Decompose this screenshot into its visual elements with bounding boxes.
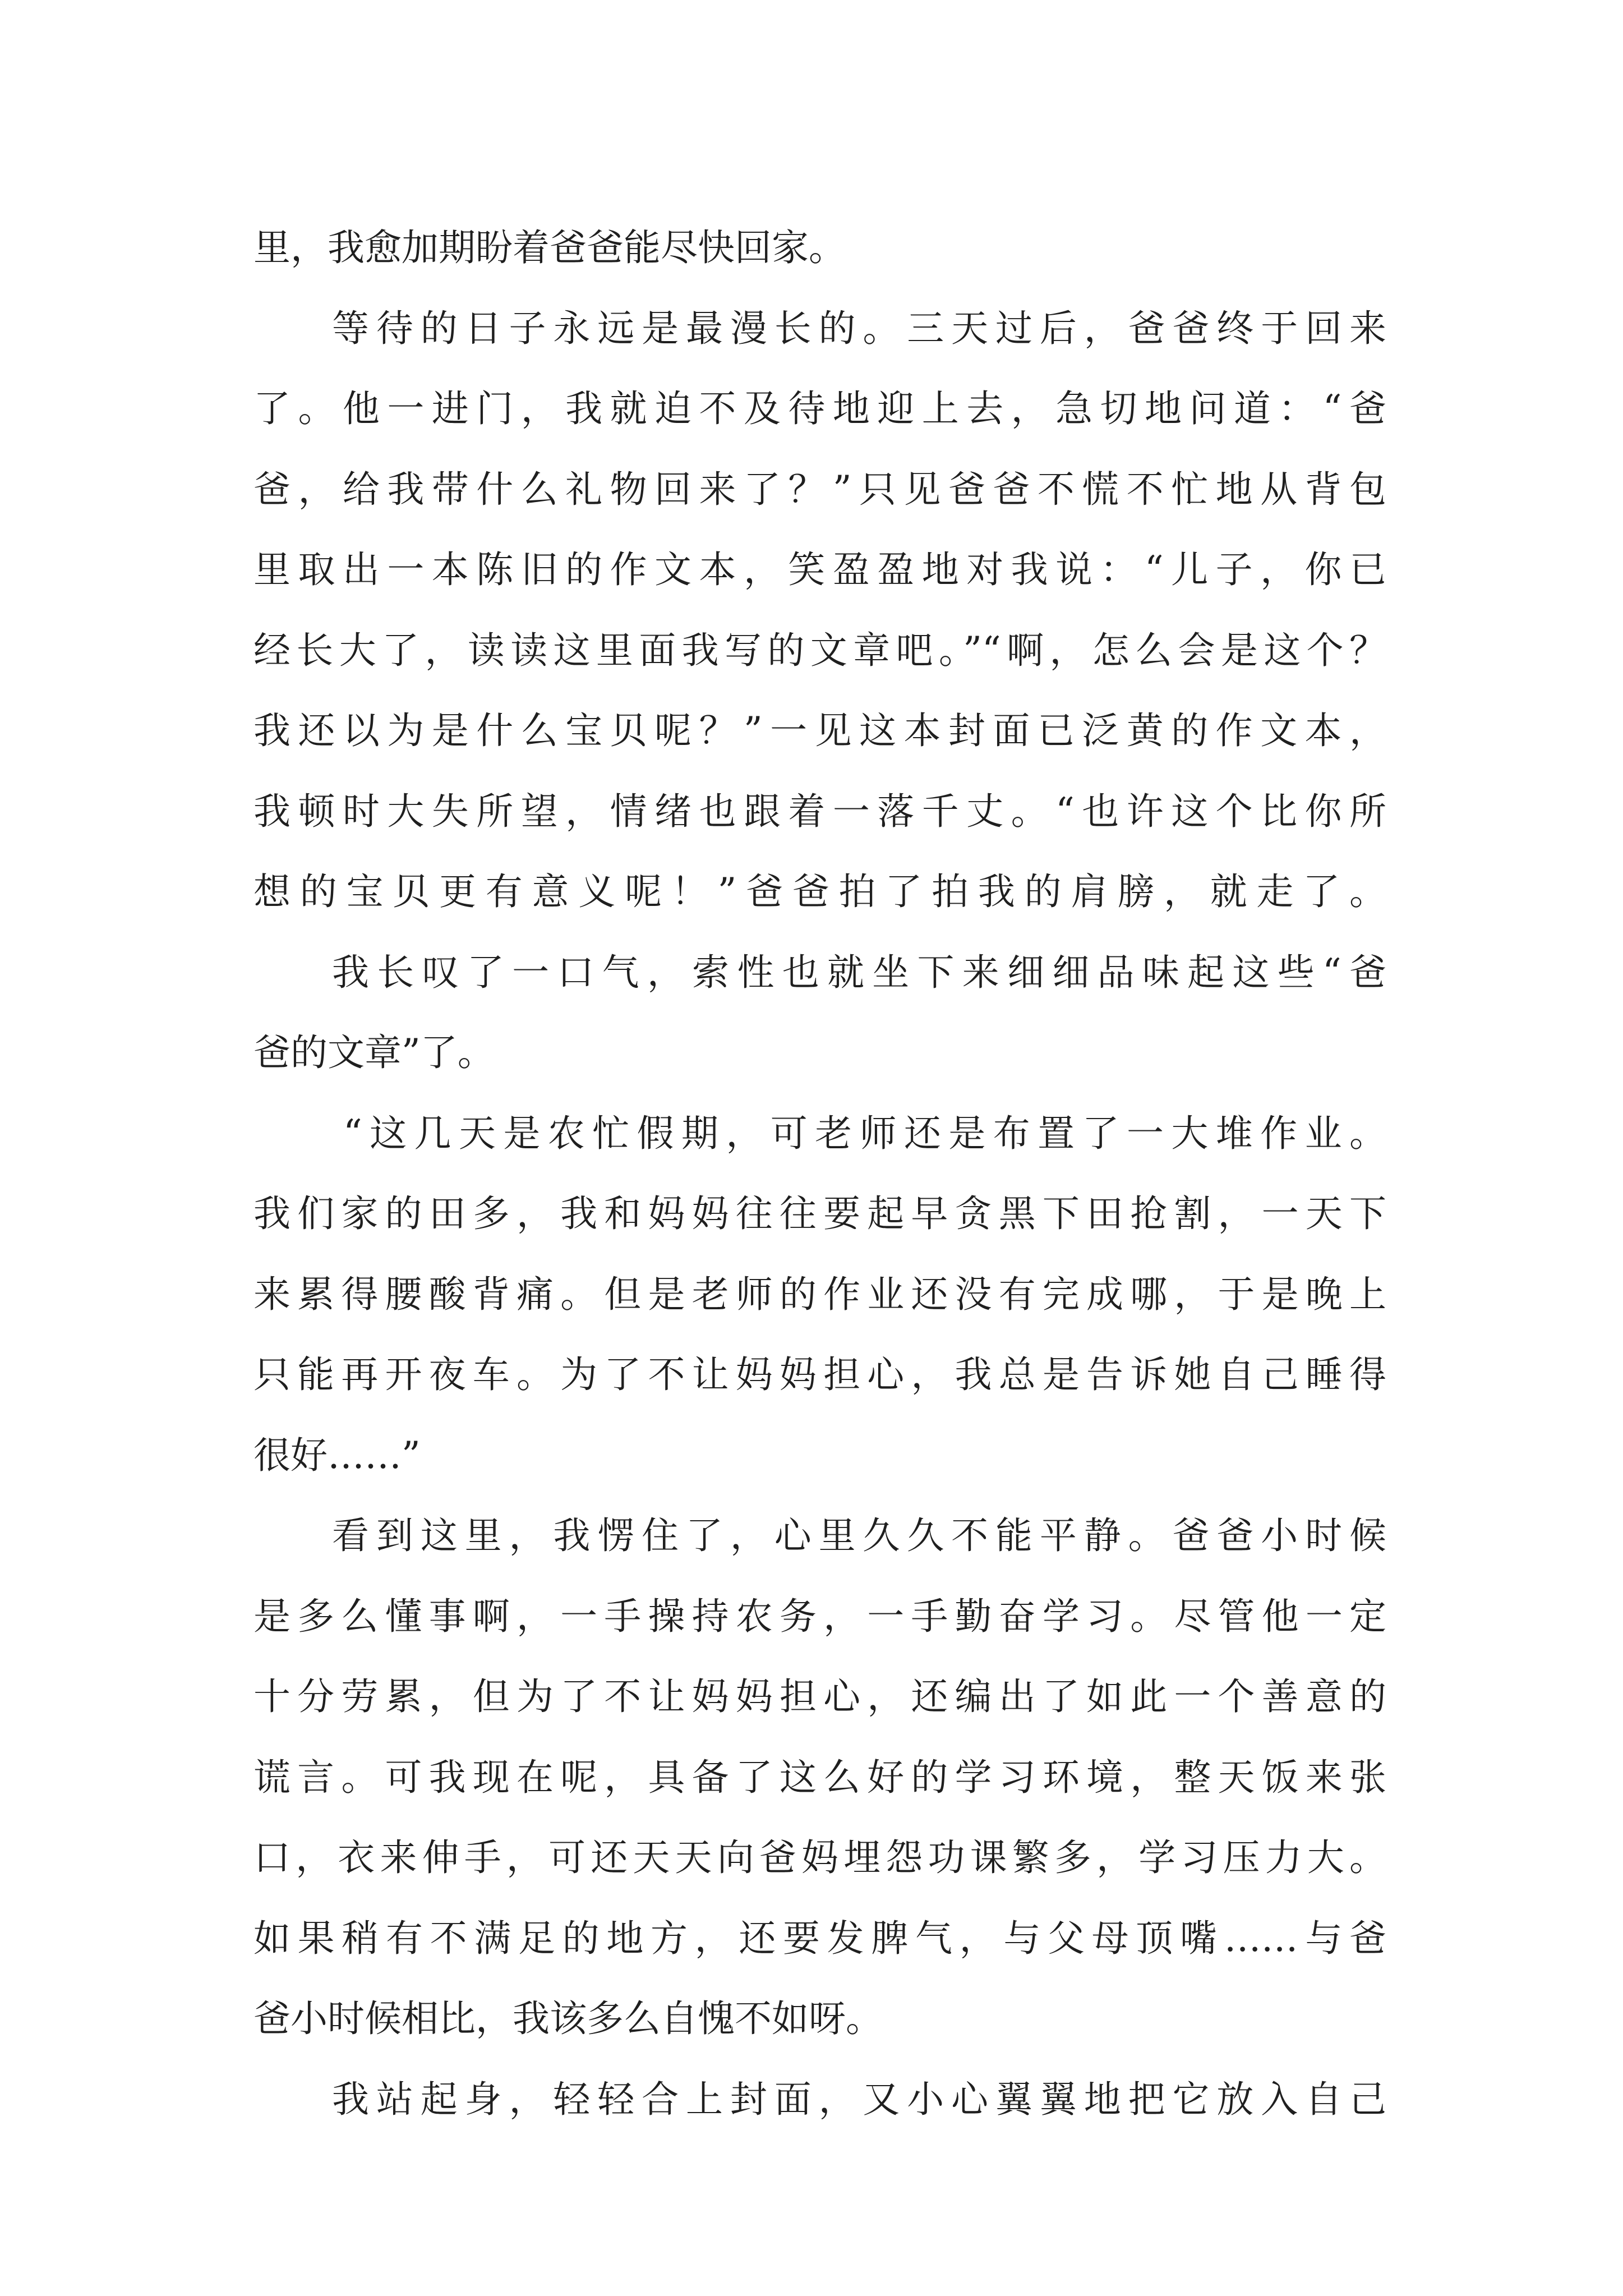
text-line: 谎言。可我现在呢，具备了这么好的学习环境，整天饭来张 [253, 1755, 1386, 1799]
text-line: 看到这里，我愣住了，心里久久不能平静。爸爸小时候 [332, 1514, 1386, 1557]
text-line: 里，我愈加期盼着爸爸能尽快回家。 [253, 226, 846, 269]
text-line: 来累得腰酸背痛。但是老师的作业还没有完成哪，于是晚上 [253, 1272, 1386, 1316]
text-line: 了。他一进门，我就迫不及待地迎上去，急切地问道：“爸 [253, 387, 1386, 430]
text-line: 口，衣来伸手，可还天天向爸妈埋怨功课繁多，学习压力大。 [253, 1836, 1386, 1879]
text-line: 等待的日子永远是最漫长的。三天过后，爸爸终于回来 [332, 306, 1386, 350]
text-line: 里取出一本陈旧的作文本，笑盈盈地对我说：“儿子，你已 [253, 548, 1386, 591]
text-line: 我顿时大失所望，情绪也跟着一落千丈。“也许这个比你所 [253, 789, 1386, 833]
text-line: 爸的文章”了。 [253, 1031, 495, 1074]
text-line: 是多么懂事啊，一手操持农务，一手勤奋学习。尽管他一定 [253, 1594, 1386, 1638]
text-line: 爸小时候相比，我该多么自愧不如呀。 [253, 1997, 883, 2040]
text-line: 我们家的田多，我和妈妈往往要起早贪黑下田抢割，一天下 [253, 1192, 1386, 1235]
essay-text [253, 208, 1386, 2139]
text-line: 如果稍有不满足的地方，还要发脾气，与父母顶嘴……与爸 [253, 1916, 1386, 1960]
text-line: 经长大了，读读这里面我写的文章吧。”“啊，怎么会是这个？ [253, 628, 1386, 672]
text-line: 爸，给我带什么礼物回来了？”只见爸爸不慌不忙地从背包 [253, 467, 1386, 511]
text-line: 我长叹了一口气，索性也就坐下来细细品味起这些“爸 [332, 950, 1386, 994]
text-line: 很好……” [253, 1433, 421, 1477]
text-line: 只能再开夜车。为了不让妈妈担心，我总是告诉她自己睡得 [253, 1353, 1386, 1396]
text-line: 我还以为是什么宝贝呢？”一见这本封面已泛黄的作文本， [253, 709, 1386, 752]
text-line: 我站起身，轻轻合上封面，又小心翼翼地把它放入自己 [332, 2077, 1386, 2121]
text-line: 十分劳累，但为了不让妈妈担心，还编出了如此一个善意的 [253, 1675, 1386, 1718]
text-line: “这几天是农忙假期，可老师还是布置了一大堆作业。 [343, 1111, 1386, 1155]
text-line: 想的宝贝更有意义呢！”爸爸拍了拍我的肩膀，就走了。 [253, 870, 1386, 913]
